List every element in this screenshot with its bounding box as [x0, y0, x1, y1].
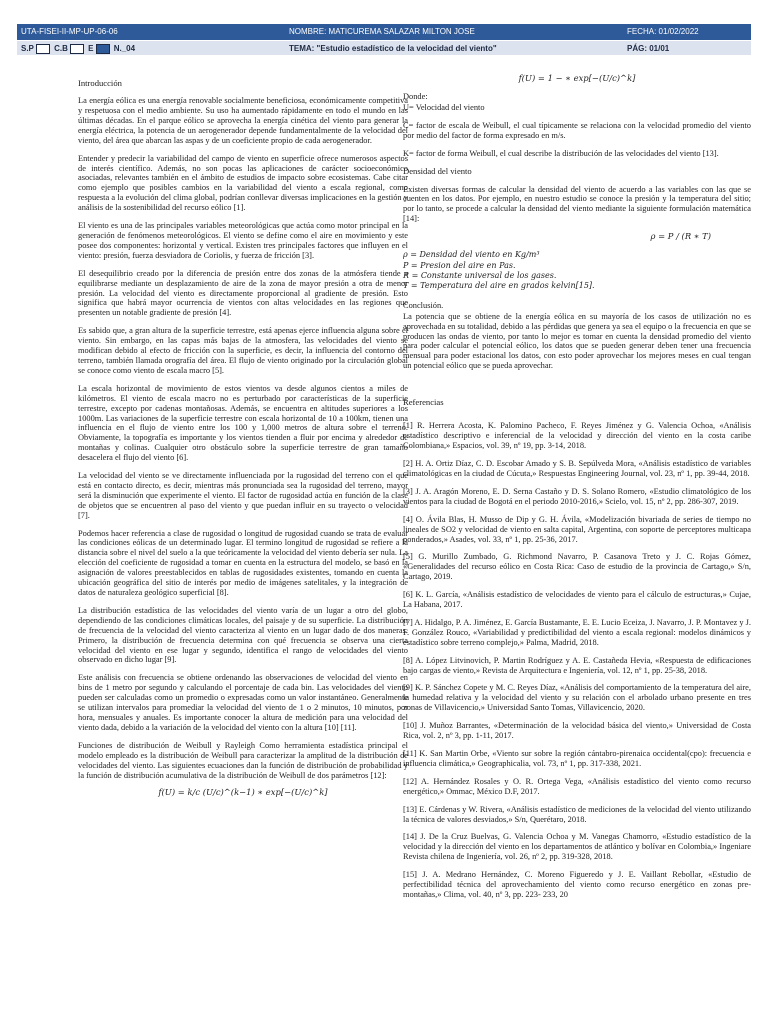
variable-t: T = Temperatura del aire en grados kelvin[15]. [403, 281, 595, 291]
reference-item: [14] J. De la Cruz Buelvas, G. Valencia Ochoa y M. Vanegas Chamorro, «Estudio estadístico de la velocidad y la dirección del viento en los departamentos de atlántico y bolívar en Colombia,» Ingeniare Revista chilena de Ingeniería, vol. 26, nº 2, pp. 319-328, 2018. [403, 832, 751, 862]
k-definition: K= factor de forma Weibull, el cual describe la distribución de las velocidades del viento [13]. [403, 148, 719, 158]
c-definition: C= factor de escala de Weibull, el cual típicamente se relaciona con la velocidad promedio del viento por medio del factor de forma expresado en m/s. [403, 120, 751, 140]
reference-item: [6] K. L. García, «Análisis estadístico de velocidades de viento para el cálculo de estructuras,» Cujae, La Habana, 2017. [403, 590, 751, 610]
reference-item: [3] J. A. Aragón Moreno, E. D. Serna Castaño y D. S. Solano Romero, «Estudio climatológico de los vientos para la ciudad de Bogotá en el periodo 2010-2016,» Scielo, vol. 15, nº 2, pp. 286-307, 2019. [403, 486, 751, 506]
reference-item: [13] E. Cárdenas y W. Rivera, «Análisis estadístico de mediciones de la velocidad del viento utilizando la técnica de valores desviados,» S/n, Querétaro, 2018. [403, 804, 751, 824]
cb-checkbox[interactable] [70, 44, 84, 54]
n-label: N._04 [113, 44, 136, 54]
density-equation: ρ = P / (R ∗ T) [650, 231, 711, 242]
variable-rho: ρ = Densidad del viento en Kg/m³ [403, 250, 540, 260]
paragraph: Podemos hacer referencia a clase de rugosidad o longitud de rugosidad cuando se trata de evaluar las condiciones eólicas de un determinado lugar. El termino longitud de rugosidad se refiere a la distancia sobre el nivel del suelo a la que teóricamente la velocidad del viento debería ser nula. La elección del coeficiente de rugosidad a tomar en cuenta en la estructura del modelo, se basó en la asignación de valores preestablecidos en tablas de rugosidades existentes, tomando en cuenta la ubicación geográfica del sitio de interés por medio de imágenes satelitales, y la integración de datos de naturaleza geológico superficial [8]. [78, 528, 408, 598]
paragraph: Este análisis con frecuencia se obtiene ordenando las observaciones de velocidad del viento en bins de 1 metro por segundo y calculando el porcentaje de cada bin. Las velocidades del viento pueden ser calculadas como un promedio o expresadas como un valor instantáneo. Generalmente se utilizan intervalos para promediar la velocidad del viento de 1 o 2 minutos, 10 minutos, por hora, mensuales y anuales. Es importante conocer la altura de medición para una velocidad del viento dada, debido a la variación de la velocidad del viento con la altura [10] [11]. [78, 673, 408, 732]
paragraph: El desequilibrio creado por la diferencia de presión entre dos zonas de la atmósfera tiende a equilibrarse mediante un desplazamiento de aire de la zona de mayor presión a otra de menor presión. La velocidad del viento es directamente proporcional al gradiente de presión. Esto significa que habrá mayor ocurrencia de vientos con altas velocidades en las regiones que presenten un notable gradiente de presión [4]. [78, 268, 408, 318]
paragraph: La distribución estadística de las velocidades del viento varía de un lugar a otro del globo, dependiendo de las condiciones climáticas locales, del paisaje y de su superficie. La distribución de frecuencia de la velocidad del viento caracteriza al viento en un lugar dado de dos maneras. Primero, la distribución de frecuencia determina con qué frecuencia se observa una cierta velocidad del viento en ese lugar y segundo, identifica el rango de velocidades del viento observado en dicho lugar [9]. [78, 605, 408, 665]
header-row-2 [17, 40, 751, 55]
reference-item: [9] K. P. Sánchez Copete y M. C. Reyes Díaz, «Análisis del comportamiento de la temperatura del aire, la humedad relativa y la velocidad del viento y su relación con el arbolado urbano presente en tres zonas de Villavicencio,» Universidad Santo Tomas, Villavicencio, 2020. [403, 683, 751, 713]
sp-checkbox[interactable] [36, 44, 50, 54]
conclusion-title: Conclusión. [403, 300, 444, 310]
reference-item: [1] R. Herrera Acosta, K. Palomino Pacheco, F. Reyes Jiménez y G. Valencia Ochoa, «Análisis estadístico descriptivo e inferencial de la velocidad y dirección del viento en la costa caribe Colombiana,» Espacios, vol. 39, nº 19, pp. 3-14, 2018. [403, 421, 751, 451]
right-column [403, 73, 751, 908]
header-checkboxes [21, 44, 135, 54]
e-checkbox[interactable] [96, 44, 110, 54]
document-header [17, 24, 751, 55]
header-page: PÁG: 01/01 [627, 44, 670, 53]
intro-title: Introducción [78, 78, 122, 88]
reference-item: [15] J. A. Medrano Hernández, C. Moreno Figueredo y J. E. Vaillant Rebollar, «Estudio de perfectibilidad técnica del aprovechamiento del viento como recurso energético en zonas pre-montañas,» Clima, vol. 40, nº 3, pp. 223- 233, 20 [403, 870, 751, 899]
reference-item: [2] H. A. Ortiz Díaz, C. D. Escobar Amado y S. B. Sepúlveda Mora, «Análisis estadístico de variables climatológicas en la ciudad de Cúcuta,» Respuestas Engineering Journal, vol. 23, nº 1, pp. 39-44, 2018. [403, 459, 751, 478]
sp-label: S.P [21, 44, 34, 54]
paragraph: La velocidad del viento se ve directamente influenciada por la rugosidad del terreno con el que está en contacto directo, es decir, mientras más pronunciada sea la rugosidad del terreno, mayor será la disminución que experimente el viento. El factor de rugosidad actúa en función de la clase de objetos que se encuentren al paso del viento y que puedan influir en su trayecto o velocidad [7]. [78, 471, 408, 520]
reference-item: [7] A. Hidalgo, P. A. Jiménez, E. García Bustamante, E. E. Lucio Eceiza, J. Navarro, J. P. Montavez y J. F. González Rouco, «Variabilidad y predictibilidad del viento a escala regional: modelos dinámicos y estadístico sobre terreno complejo,» Palma, Madrid, 2018. [403, 617, 751, 647]
paragraph: Funciones de distribución de Weibull y Rayleigh Como herramienta estadística principal el modelo empleado es la distribución de Weibull para caracterizar la amplitud de la distribución de velocidades del viento. Las siguientes ecuaciones dan la función de distribución de probabilidad y la función de distribución acumulativa de la distribución de Weibull de dos parámetros [12]: [78, 740, 408, 780]
u-definition: U= Velocidad del viento [403, 102, 485, 112]
paragraph: Es sabido que, a gran altura de la superficie terrestre, está apenas ejerce influencia alguna sobre el viento. Sin embargo, en las capas más bajas de la atmosfera, las velocidades del viento se modifican debido al efecto de fricción con la superficie, es decir, la influencia del contorno del terreno, también llamada orografía del área. El flujo de viento originado por la circulación global se conoce como viento de escala macro [5]. [78, 326, 408, 375]
references-title: Referencias [403, 397, 444, 408]
header-tema: TEMA: "Estudio estadístico de la velocidad del viento" [289, 44, 497, 53]
variable-r: R = Constante universal de los gases. [403, 270, 557, 280]
reference-item: [11] K. San Martin Orbe, «Viento sur sobre la región cántabro-pirenaica occidental(cpo): frecuencia e influencia climática,» Geographicalia, vol. 73, nº 1, pp. 317-338, 2021. [403, 749, 751, 768]
variable-p: P = Presion del aire en Pas. [403, 260, 516, 270]
reference-item: [5] G. Murillo Zumbado, G. Richmond Navarro, P. Casanova Treto y J. C. Rojas Gómez, «Generalidades del recurso eólico en Costa Rica: Caso de estudio de la provincia de Cartago,» S/n, Cartago, 2019. [403, 552, 751, 582]
references-list [403, 421, 751, 900]
weibull-pdf-equation: f(U) = k/c (U/c)^(k−1) ∗ exp[−(U/c)^k] [158, 787, 328, 798]
density-text: Existen diversas formas de calcular la densidad del viento de acuerdo a las variables con las que se cuenten en los datos. Por ejemplo, en nuestro estudio se conoce la presión y la temperatura del sitio; por lo tanto, se procede a calcular la densidad del viento mediante la siguiente formulación matemática [14]: [403, 184, 751, 224]
cb-label: C.B [54, 44, 68, 54]
donde-label: Donde: [403, 91, 428, 101]
reference-item: [8] A. López Litvinovich, P. Martin Rodríguez y A. E. Castañeda Hevia, «Respuesta de edificaciones bajo cargas de viento,» Revista de Arquitectura e Ingeniería, vol. 12, nº 1, pp. 25-38, 2018. [403, 655, 751, 675]
left-column [78, 78, 408, 806]
conclusion-text: La potencia que se obtiene de la energía eólica en su mayoría de los casos de utilización no es aprovechada en su totalidad, debido a las pérdidas que genera ya sea el equipo o la frecuencia en que se producen las ondas de viento, por tanto lo mejor es tomar en cuenta la densidad promedio del viento para poder calcular el potencial eólico, los datos que se pueden generar deben tener una frecuencia mensual para poder estacional los datos, con esto poder aprovechar los mejores meses en cual tengan un potencial eólico que se pueda aprovechar. [403, 311, 751, 371]
density-variables [403, 250, 751, 291]
paragraph: El viento es una de las principales variables meteorológicas que actúa como motor principal en la generación de fenómenos meteorológicos. El viento se define como el aire en movimiento y este posee dos componentes: horizontal y vertical. Existen tres principales factores que influyen en el viento: presión, fuerza desviadora de Coriolis, y fuerza de fricción [3]. [78, 221, 408, 260]
reference-item: [10] J. Muñoz Barrantes, «Determinación de la velocidad básica del viento,» Universidad de Costa Rica, vol. 2, nº 3, pp. 1-11, 2017. [403, 721, 751, 741]
weibull-cdf-equation: f(U) = 1 − ∗ exp[−(U/c)^k] [518, 73, 636, 83]
e-label: E [88, 44, 94, 54]
paragraph: Entender y predecir la variabilidad del campo de viento en superficie ofrece numerosos aspectos de interés científico. Además, no son pocas las aplicaciones de carácter socioeconómico asociadas, relevantes también en el ámbito de estudios de impacto sobre ecosistemas. Cabe citar como ejemplo que posibles cambios en la variabilidad del viento a escala regional, como respuesta a la evolución del clima global, podrían conllevar diversas implicaciones en la gestión y análisis de la sostenibilidad del recurso eólico [1]. [78, 153, 408, 213]
reference-item: [12] A. Hernández Rosales y O. R. Ortega Vega, «Análisis estadístico del viento como recurso energético,» Ommac, México D.F, 2017. [403, 776, 751, 796]
header-code: UTA-FISEI-II-MP-UP-06-06 [21, 27, 118, 36]
header-date: FECHA: 01/02/2022 [627, 27, 699, 36]
paragraph: La escala horizontal de movimiento de estos vientos va desde algunos cientos a miles de kilómetros. El viento de escala macro no es perturbado por características de la superficie terrestre, excepto por cadenas montañosas. Además, se encuentra en altitudes superiores a los 1000m. Las variaciones de la superficie terrestre con escala horizontal de 10 a 100km, tienen una influencia en el flujo de viento entre los 100 y 1,000 metros de altura sobre el terreno. Obviamente, la topografía es importante y los vientos tienden a fluir por encima y alrededor de montañas y colinas. Cualquier otro obstáculo sobre la superficie terrestre de gran tamaño desacelera el flujo del viento [6]. [78, 383, 408, 463]
header-name: NOMBRE: MATICUREMA SALAZAR MILTON JOSE [289, 27, 475, 36]
reference-item: [4] O. Ávila Blas, H. Musso de Dip y G. H. Ávila, «Modelización bivariada de series de tiempo no lineales de SO2 y velocidad de viento en salta capital, Argentina, con soporte de perceptores multicapa ponderados,» Asades, vol. 33, nº 1, pp. 25-36, 2017. [403, 514, 751, 544]
header-row-1 [17, 24, 751, 40]
density-title: Densidad del viento [403, 166, 472, 177]
paragraph: La energía eólica es una energía renovable socialmente beneficiosa, económicamente competitiva y respetuosa con el medio ambiente. Su uso ha aumentado rápidamente en todo el mundo en las últimas décadas. En el parque eólico se aprovecha la energía cinética del viento para generar la energía eléctrica, la potencia de un aerogenerador depende fundamentalmente de la velocidad del viento, del área que abarcan las aspas y de un coeficiente propio de cada aerogenerador. [78, 96, 408, 145]
